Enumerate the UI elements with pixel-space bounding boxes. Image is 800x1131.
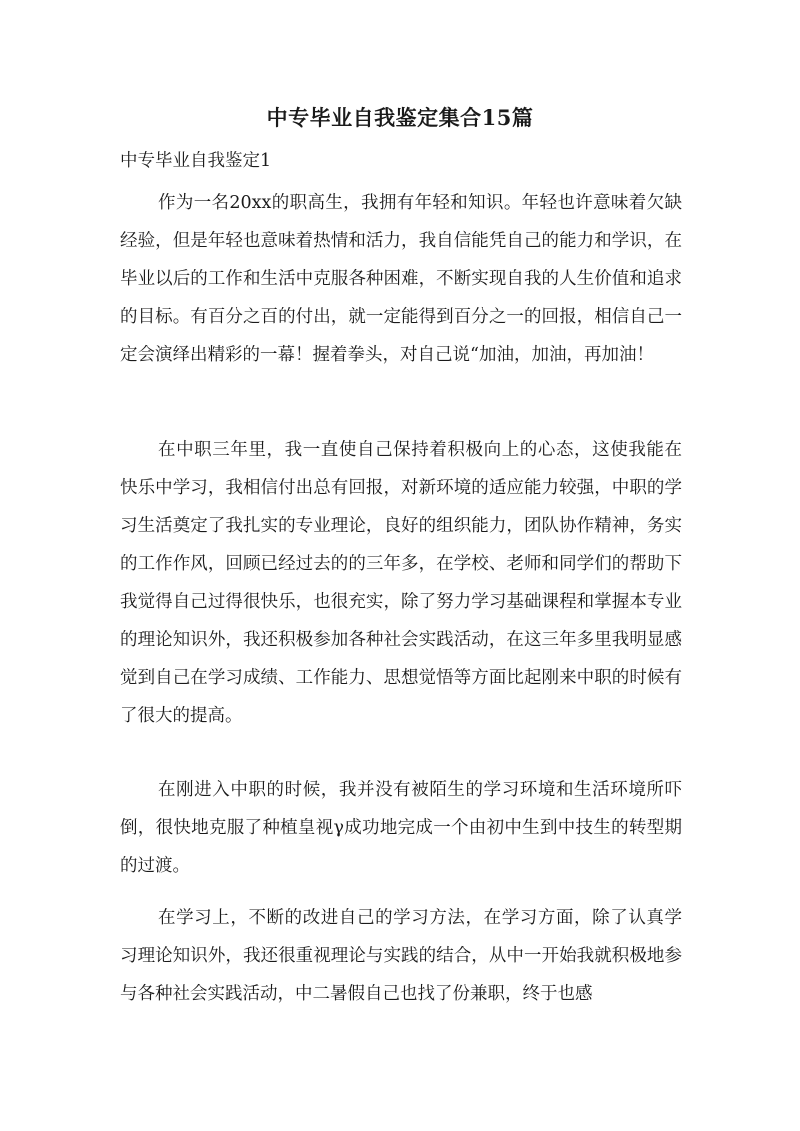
paragraph: 在学习上，不断的改进自己的学习方法，在学习方面，除了认真学习理论知识外，我还很重视理论与实践的结合，从中一开始我就积极地参与各种社会实践活动，中二暑假自己也找了份兼职，终于也感	[120, 908, 682, 1004]
paragraph: 在刚进入中职的时候，我并没有被陌生的学习环境和生活环境所吓倒，很快地克服了种植皇视γ成功地完成一个由初中生到中技生的转型期的过渡。	[120, 780, 682, 876]
document-title: 中专毕业自我鉴定集合15篇	[266, 105, 534, 130]
section-heading: 中专毕业自我鉴定1	[120, 151, 272, 171]
paragraph: 在中职三年里，我一直使自己保持着积极向上的心态，这使我能在快乐中学习，我相信付出总有回报，对新环境的适应能力较强，中职的学习生活奠定了我扎实的专业理论，良好的组织能力，团队协作精神，务实的工作作风，回顾已经过去的的三年多，在学校、老师和同学们的帮助下我觉得自己过得很快乐，也很充实，除了努力学习基础课程和掌握本专业的理论知识外，我还积极参加各种社会实践活动，在这三年多里我明显感觉到自己在学习成绩、工作能力、思想觉悟等方面比起刚来中职的时候有了很大的提高。	[120, 440, 682, 726]
paragraph: 作为一名20xx的职高生，我拥有年轻和知识。年轻也许意味着欠缺经验，但是年轻也意味着热情和活力，我自信能凭自己的能力和学识，在毕业以后的工作和生活中克服各种困难，不断实现自我的人生价值和追求的目标。有百分之百的付出，就一定能得到百分之一的回报，相信自己一定会演绎出精彩的一幕！握着拳头，对自己说“加油，加油，再加油！	[120, 193, 682, 365]
